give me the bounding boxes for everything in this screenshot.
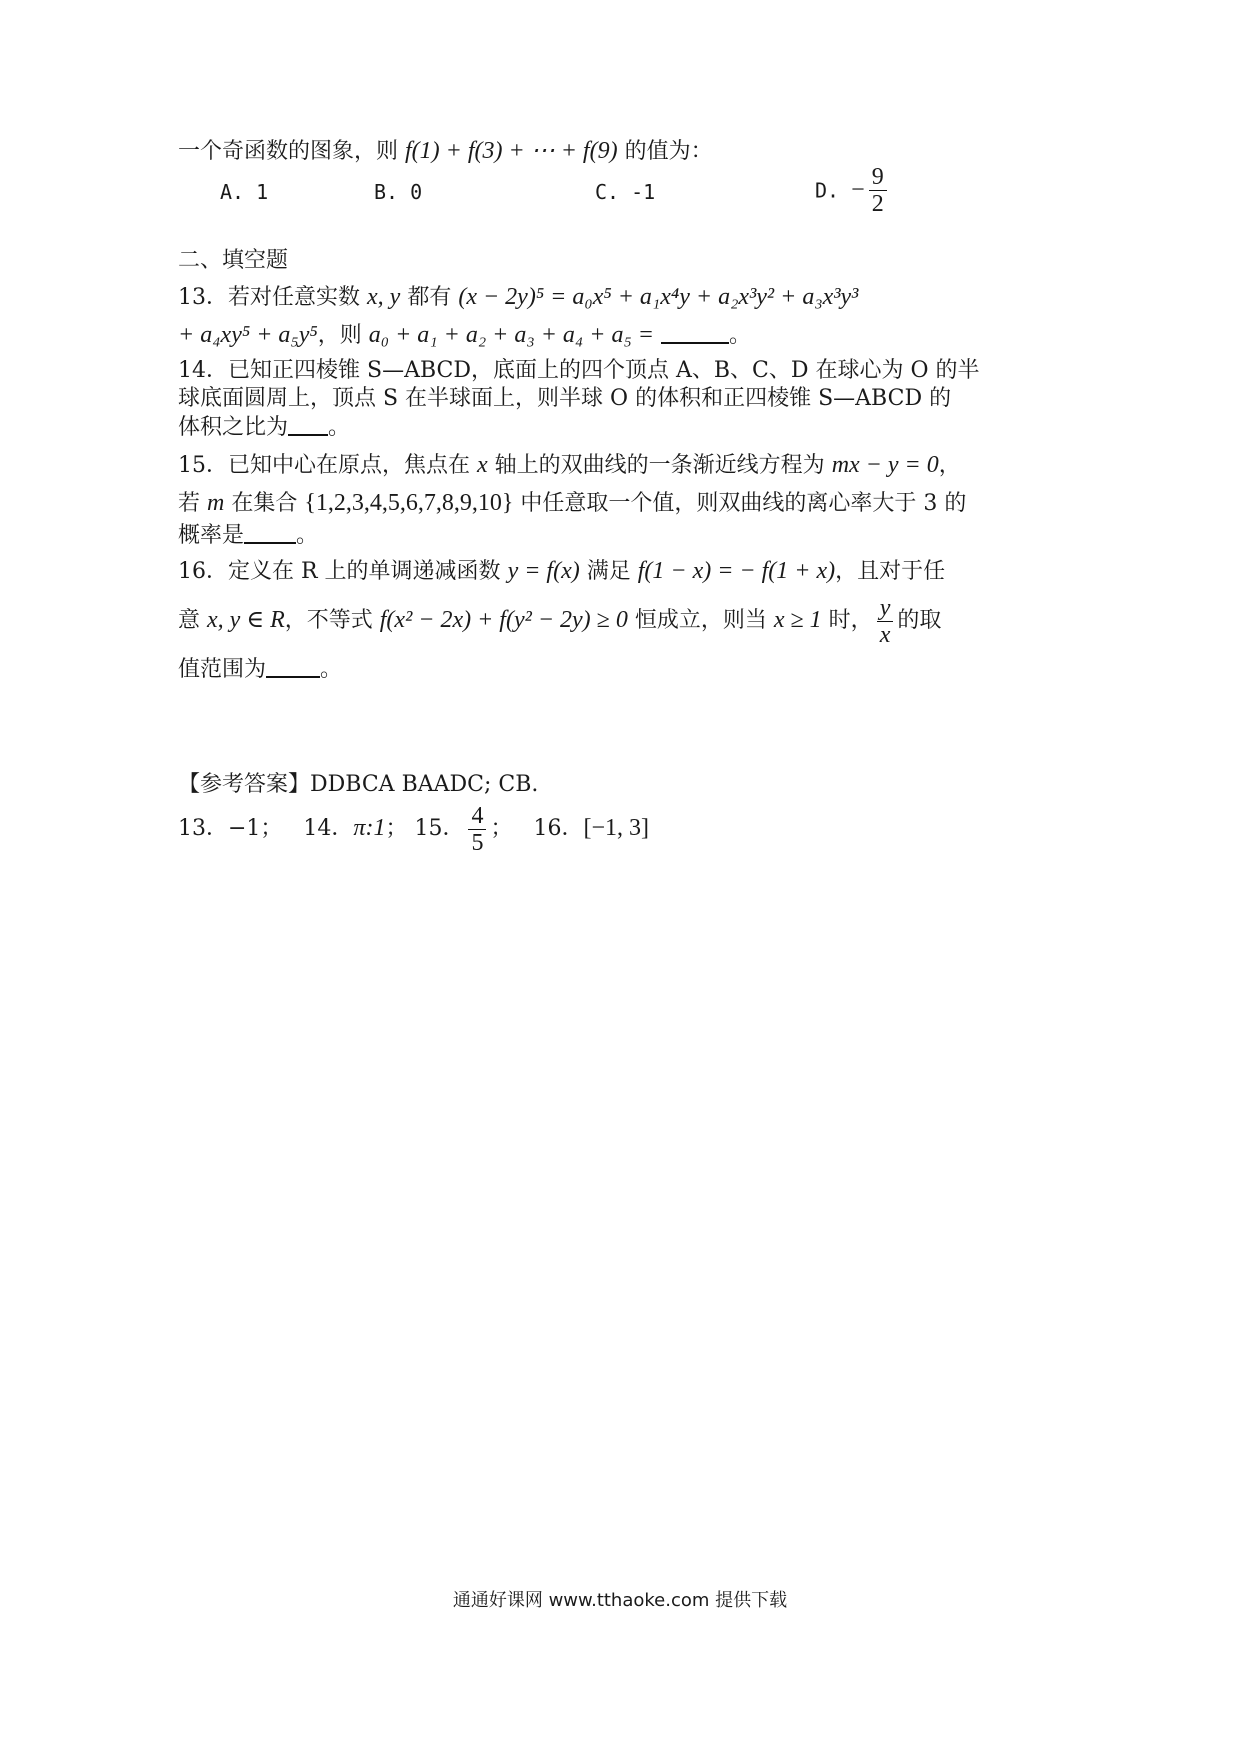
q16-number: 16． [178, 559, 228, 584]
option-b-letter: B. [374, 180, 399, 204]
q15-text-e: 中任意取一个值，则双曲线的离心率大于 3 的 [520, 491, 967, 516]
q16-text-e: ，不等式 [284, 608, 373, 633]
q15-line1 [178, 450, 961, 481]
q16-inequality: f(x² − 2x) + f(y² − 2y) ≥ 0 [379, 607, 628, 633]
q16-vars: x, y ∈ R [207, 607, 285, 633]
q16-condition: f(1 − x) = − f(1 + x) [637, 558, 836, 584]
q15-end: 。 [296, 523, 319, 548]
q16-fraction-numerator: y [877, 595, 894, 622]
q14-end: 。 [328, 415, 351, 440]
q12-text-b: 的值为： [624, 139, 713, 164]
answer-16-value: [−1, 3] [583, 815, 649, 841]
q16-text-h: 的取 [897, 608, 942, 633]
answer-14-number: 14． [303, 816, 354, 841]
q15-number: 15． [178, 453, 228, 478]
q15-line2 [178, 488, 966, 519]
answer-14-end: ； [385, 816, 408, 841]
q14-number: 14． [178, 358, 228, 383]
footer-credit: 通通好课网 www.tthaoke.com 提供下载 [452, 1590, 788, 1611]
answer-15-numerator: 4 [468, 803, 486, 830]
q14-answer-blank [288, 412, 328, 436]
option-a-value: 1 [256, 180, 269, 204]
q16-function: y = f(x) [507, 558, 580, 584]
q16-text-f: 恒成立，则当 [634, 608, 767, 633]
answer-16-number: 16． [533, 816, 584, 841]
q16-text-g: 时， [828, 608, 873, 633]
q15-var-m: m [207, 490, 225, 516]
q15-text-b: 轴上的双曲线的一条渐近线方程为 [494, 453, 825, 478]
option-c [595, 180, 655, 204]
q13-equation-line2: + a₄xy⁵ + a₅y⁵ [178, 322, 318, 348]
q16-answer-blank [266, 654, 320, 678]
q16-fraction-denominator: x [879, 621, 891, 648]
q13-text-b: 都有 [407, 285, 452, 310]
option-b [374, 180, 422, 204]
q14-line2: 球底面圆周上，顶点 S 在半球面上，则半球 O 的体积和正四棱锥 S—ABCD 的 [178, 386, 952, 411]
option-c-letter: C. [595, 180, 620, 204]
answer-15-fraction [468, 803, 486, 856]
q15-text-a: 已知中心在原点，焦点在 [228, 453, 471, 478]
q12-stem [178, 136, 713, 167]
option-d [815, 164, 891, 217]
option-a-letter: A. [220, 180, 245, 204]
q14-line3 [178, 412, 350, 443]
q13-answer-blank [661, 320, 729, 344]
answer-key-label: 【参考答案】DDBCA BAADC; CB. [178, 772, 539, 797]
option-d-sign: − [851, 177, 865, 203]
section-title: 二、填空题 [178, 248, 289, 273]
q15-answer-blank [244, 520, 296, 544]
q15-text-d: 在集合 [231, 491, 298, 516]
q14-text-line3: 体积之比为 [178, 415, 289, 440]
answer-15-end: ； [490, 816, 513, 841]
q12-expression: f(1) + f(3) + ⋯ + f(9) [405, 138, 618, 164]
answer-key-fill-in [178, 800, 649, 857]
option-a [220, 180, 268, 204]
q16-text-c: ，且对于任 [835, 559, 946, 584]
answer-13: 13．−1； [178, 816, 283, 841]
q16-text-i: 值范围为 [178, 657, 267, 682]
option-d-denominator: 2 [871, 191, 884, 217]
option-d-letter: D. [815, 178, 840, 203]
q13-number: 13． [178, 285, 228, 310]
q14-line1 [178, 356, 980, 386]
q15-equation: mx − y = 0 [831, 452, 939, 478]
option-c-value: -1 [631, 180, 656, 204]
q15-text-f: 概率是 [178, 523, 245, 548]
q14-text-line1: 已知正四棱锥 S—ABCD，底面上的四个顶点 A、B、C、D 在球心为 O 的半 [228, 358, 980, 383]
answer-15-denominator: 5 [471, 829, 484, 856]
q15-set: {1,2,3,4,5,6,7,8,9,10} [304, 490, 514, 516]
answer-14-value: π:1 [353, 815, 386, 841]
option-d-fraction [869, 164, 887, 217]
option-d-numerator: 9 [869, 164, 887, 191]
q13-line1 [178, 282, 858, 313]
q13-equation-line1: (x − 2y)⁵ = a₀x⁵ + a₁x⁴y + a₂x³y² + a₃x³y³ [458, 284, 859, 310]
option-b-value: 0 [410, 180, 423, 204]
q15-comma: ， [938, 453, 961, 478]
q16-text-d: 意 [178, 608, 201, 633]
q13-vars: x, y [367, 284, 401, 310]
q12-text-a: 一个奇函数的图象，则 [178, 139, 399, 164]
q15-line3 [178, 520, 318, 551]
q16-text-a: 定义在 R 上的单调递减函数 [228, 559, 501, 584]
q16-end: 。 [320, 657, 343, 682]
q16-line3 [178, 654, 342, 685]
q15-var-x: x [477, 452, 488, 478]
q16-text-b: 满足 [586, 559, 631, 584]
q16-x-condition: x ≥ 1 [773, 607, 822, 633]
q13-text-a: 若对任意实数 [228, 285, 361, 310]
answer-15-number: 15． [414, 816, 465, 841]
q13-line2 [178, 320, 751, 351]
q13-end: 。 [728, 323, 751, 348]
q16-line2 [178, 592, 941, 649]
q15-text-c: 若 [178, 491, 201, 516]
q16-fraction [877, 595, 894, 648]
q16-line1 [178, 556, 945, 587]
q13-sum: a₀ + a₁ + a₂ + a₃ + a₄ + a₅ = [368, 322, 654, 348]
q13-text-c: ，则 [317, 323, 362, 348]
